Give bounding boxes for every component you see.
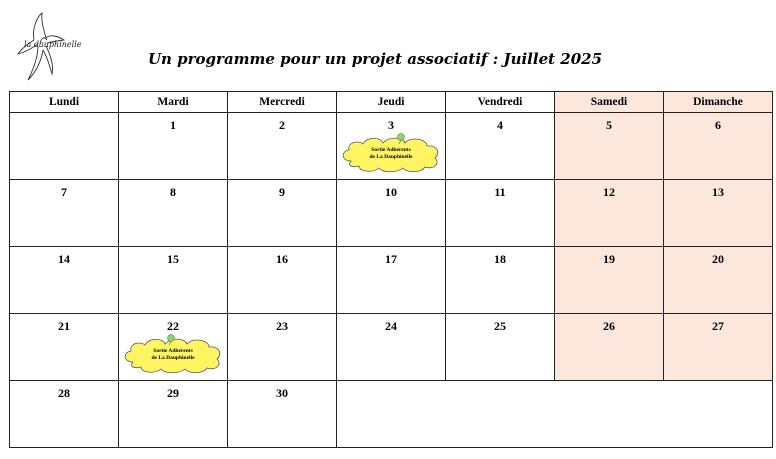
day-cell — [664, 180, 773, 247]
day-number: 2 — [279, 118, 285, 132]
day-number: 24 — [385, 319, 397, 333]
day-cell — [555, 113, 664, 180]
empty-cell — [664, 381, 773, 448]
day-number: 13 — [712, 185, 724, 199]
page-title: Un programme pour un projet associatif : Juillet 2025 — [147, 50, 603, 68]
weekday-header: Mercredi — [228, 92, 337, 113]
weekday-header: Dimanche — [664, 92, 773, 113]
day-number: 7 — [61, 185, 67, 199]
empty-cell — [446, 381, 555, 448]
day-cell — [228, 113, 337, 180]
day-cell — [555, 247, 664, 314]
pin-icon — [398, 134, 405, 141]
week-row — [10, 180, 773, 247]
week-row — [10, 314, 773, 381]
day-cell — [337, 113, 446, 180]
day-cell — [446, 180, 555, 247]
day-cell — [10, 247, 119, 314]
day-cell — [555, 180, 664, 247]
day-number: 17 — [385, 252, 397, 266]
day-number: 9 — [279, 185, 285, 199]
day-number: 29 — [167, 386, 179, 400]
day-cell — [119, 247, 228, 314]
day-cell — [10, 381, 119, 448]
day-number: 16 — [276, 252, 288, 266]
day-cell — [664, 314, 773, 381]
day-cell — [228, 381, 337, 448]
week-row — [10, 247, 773, 314]
event-line: Sortie Adhérents — [153, 348, 193, 354]
day-number: 20 — [712, 252, 724, 266]
day-number: 11 — [494, 185, 506, 199]
day-number: 14 — [58, 252, 70, 266]
day-number: 27 — [712, 319, 724, 333]
day-number: 28 — [58, 386, 70, 400]
day-cell — [555, 314, 664, 381]
week-row — [10, 381, 773, 448]
day-number: 4 — [497, 118, 503, 132]
day-number: 26 — [603, 319, 615, 333]
day-cell — [10, 180, 119, 247]
day-number: 19 — [603, 252, 615, 266]
day-number: 22 — [167, 319, 179, 333]
weekday-header-row — [10, 92, 773, 113]
empty-cell — [555, 381, 664, 448]
day-cell — [337, 247, 446, 314]
day-number: 12 — [603, 185, 615, 199]
day-cell — [228, 180, 337, 247]
weekday-header: Jeudi — [337, 92, 446, 113]
day-cell — [119, 113, 228, 180]
day-cell — [664, 113, 773, 180]
day-number: 15 — [167, 252, 179, 266]
day-cell — [446, 247, 555, 314]
logo-text: la dauphinelle — [24, 40, 82, 49]
event-line: Sortie Adhérents — [371, 147, 411, 153]
day-cell — [119, 314, 228, 381]
empty-cell — [337, 381, 446, 448]
day-number: 6 — [715, 118, 721, 132]
day-number: 30 — [276, 386, 288, 400]
day-number: 21 — [58, 319, 70, 333]
week-row — [10, 113, 773, 180]
day-cell — [446, 113, 555, 180]
day-number — [10, 113, 118, 118]
event-badge[interactable] — [119, 332, 227, 374]
weekday-header: Samedi — [555, 92, 664, 113]
event-line: de La Dauphinelle — [151, 355, 195, 361]
day-cell — [119, 381, 228, 448]
day-cell — [119, 180, 228, 247]
day-number: 25 — [494, 319, 506, 333]
day-number: 23 — [276, 319, 288, 333]
weekday-header: Vendredi — [446, 92, 555, 113]
day-cell — [228, 314, 337, 381]
day-cell — [10, 314, 119, 381]
day-cell — [446, 314, 555, 381]
weekday-header: Lundi — [10, 92, 119, 113]
pin-icon — [168, 335, 175, 342]
day-number: 10 — [385, 185, 397, 199]
day-number: 3 — [388, 118, 394, 132]
logo — [14, 10, 86, 84]
day-cell — [228, 247, 337, 314]
day-number: 18 — [494, 252, 506, 266]
weekday-header: Mardi — [119, 92, 228, 113]
day-number: 8 — [170, 185, 176, 199]
day-number: 5 — [606, 118, 612, 132]
event-line: de La Dauphinelle — [369, 154, 413, 160]
calendar-grid — [9, 91, 773, 448]
day-cell — [10, 113, 119, 180]
event-badge[interactable] — [337, 131, 445, 173]
day-cell — [337, 180, 446, 247]
day-cell — [664, 247, 773, 314]
day-number: 1 — [170, 118, 176, 132]
day-cell — [337, 314, 446, 381]
